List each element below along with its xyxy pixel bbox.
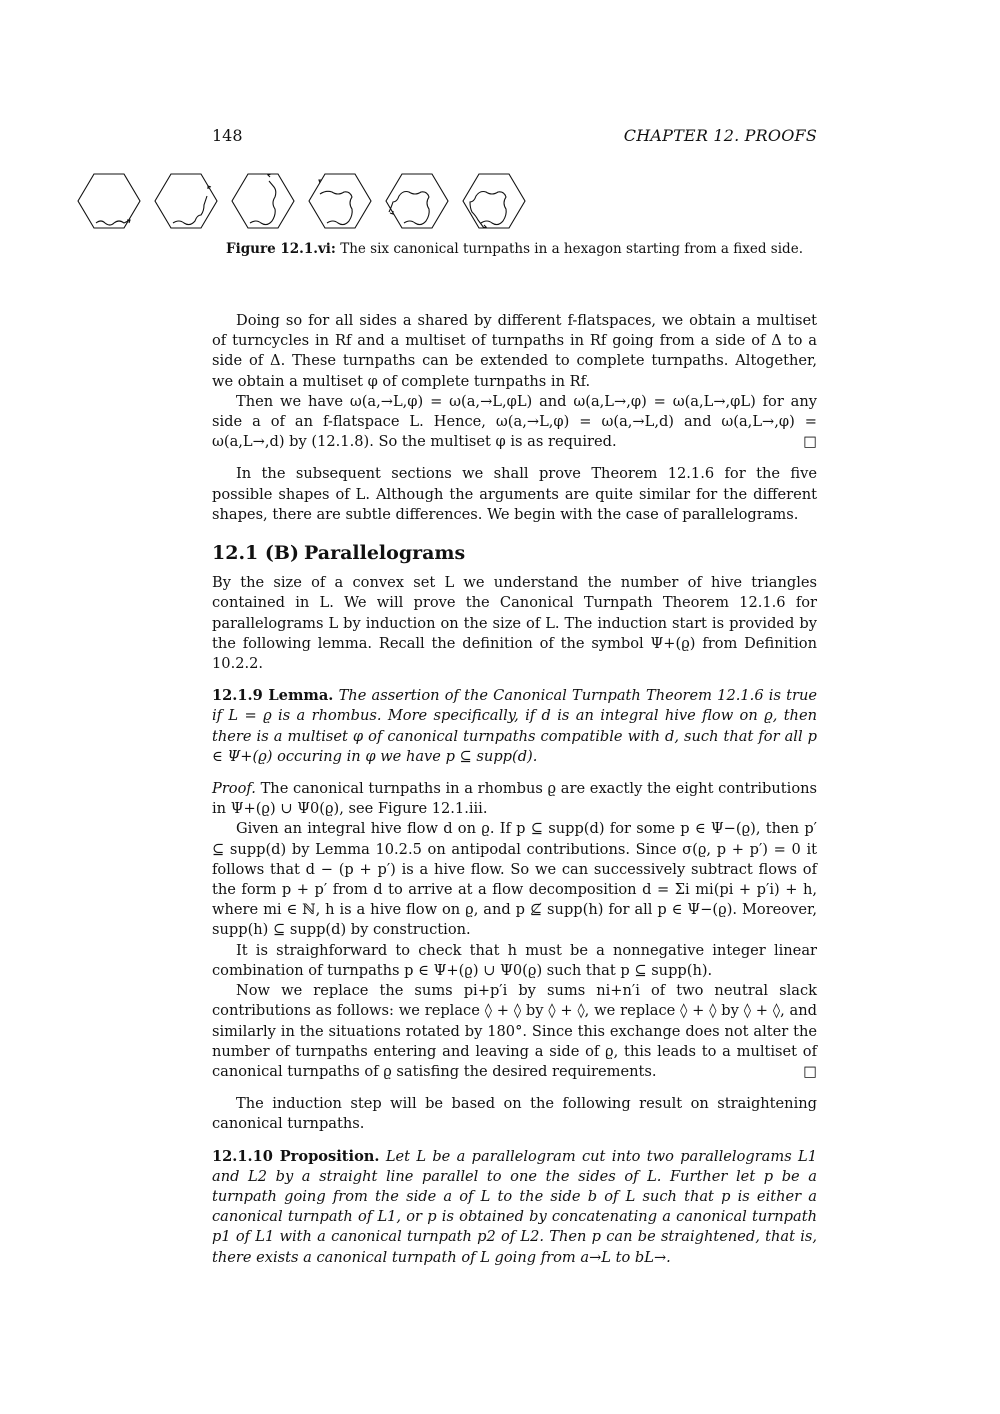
paragraph: By the size of a convex set L we understand the number of hive triangles contained in L. We will prove the Canonical Turnpath Theorem 12.1.6 for parallelograms L by induction on the size of L. The induction start is provided by the following lemma. Recall the definition of the symbol Ψ+(ϱ) from Definition 10.2.2. — [212, 574, 817, 673]
lemma-label: 12.1.9 Lemma. — [212, 687, 334, 705]
figure-label: Figure 12.1.vi: — [226, 241, 336, 257]
paragraph-text: Now we replace the sums pi+p′i by sums ni+n′i of two neutral slack contributions as follows: we replace ◊ + ◊ by ◊ + ◊, we replace ◊ + ◊ by ◊ + ◊, and similarly in the situations rotated by 180°. Since this exchange does not alter the number of turnpaths entering and leaving a side of ϱ, this leads to a multiset of canonical turnpaths of ϱ satisfing the desired requirements. — [212, 982, 817, 1080]
hexagon-1 — [78, 174, 140, 228]
paragraph: Doing so for all sides a shared by different f-flatspaces, we obtain a multiset of turncycles in Rf and a multiset of turnpaths in Rf going from a side of Δ to a side of Δ. These turnpaths can be extended to complete turnpaths. Altogether, we obtain a multiset φ of complete turnpaths in Rf. — [212, 312, 817, 390]
lemma-text: The assertion of the Canonical Turnpath Theorem 12.1.6 is true if L = ϱ is a rhombus. More specifically, if d is an integral hive flow on ϱ, then there is a multiset φ of canonical turnpaths compatible with d, such that for all p ∈ Ψ+(ϱ) occuring in φ we have p ⊆ supp(d). — [212, 687, 817, 765]
hexagon-6 — [463, 174, 525, 228]
hexagon-3 — [232, 174, 294, 228]
running-header — [212, 126, 817, 146]
proof-label: Proof. — [212, 780, 256, 798]
lemma — [212, 686, 817, 767]
proposition-label: 12.1.10 Proposition. — [212, 1147, 380, 1165]
section-heading — [212, 543, 817, 563]
paragraph — [212, 392, 817, 453]
body-text — [212, 311, 817, 1268]
qed-symbol: □ — [803, 433, 817, 451]
hexagon-5 — [386, 174, 448, 228]
figure-caption-text: The six canonical turnpaths in a hexagon starting from a fixed side. — [340, 241, 803, 257]
paragraph — [212, 981, 817, 1082]
paragraph: It is straighforward to check that h must be a nonnegative integer linear combination of turnpaths p ∈ Ψ+(ϱ) ∪ Ψ0(ϱ) such that p ⊆ supp(h). — [212, 941, 817, 979]
figure-caption — [212, 241, 817, 257]
hexagon-4 — [309, 174, 371, 228]
paragraph-text: Then we have ω(a,→L,φ) = ω(a,→L,φL) and ω(a,L→,φ) = ω(a,L→,φL) for any side a of an f-flatspace L. Hence, ω(a,→L,φ) = ω(a,→L,d) and ω(a,L→,φ) = ω(a,L→,d) by (12.1.8). So the multiset φ is as required. — [212, 392, 817, 451]
chapter-title: CHAPTER 12. PROOFS — [623, 126, 817, 145]
paragraph: Given an integral hive flow d on ϱ. If p ⊆ supp(d) for some p ∈ Ψ−(ϱ), then p′ ⊆ supp(d) by Lemma 10.2.5 on antipodal contributions. Since σ(ϱ, p + p′) = 0 it follows that d − (p + p′) is a hive flow. So we can successively subtract flows of the form p + p′ from d to arrive at a flow decomposition d = Σi mi(pi + p′i) + h, where mi ∈ ℕ, h is a hive flow on ϱ, and p ⊈ supp(h) for all p ∈ Ψ−(ϱ). Moreover, supp(h) ⊆ supp(d) by construction. — [212, 820, 817, 939]
proposition-text: Let L be a parallelogram cut into two parallelograms L1 and L2 by a straight line parallel to one the sides of L. Further let p be a turnpath going from the side a of L to the side b of L such that p is either a canonical turnpath of L1, or p is obtained by concatenating a canonical turnpath p1 of L1 with a canonical turnpath p2 of L2. Then p can be straightened, that is, there exists a canonical turnpath of L going from a→L to bL→. — [212, 1147, 817, 1266]
qed-symbol: □ — [803, 1062, 817, 1080]
proof-text: The canonical turnpaths in a rhombus ϱ are exactly the eight contributions in Ψ+(ϱ) ∪ Ψ0(ϱ), see Figure 12.1.iii. — [212, 780, 817, 818]
paragraph: In the subsequent sections we shall prove Theorem 12.1.6 for the five possible shapes of L. Although the arguments are quite similar for the different shapes, there are subtle differences. We begin with the case of parallelograms. — [212, 465, 817, 523]
section-number: 12.1 (B) — [212, 542, 299, 565]
proposition — [212, 1147, 817, 1268]
hexagon-turnpaths-figure — [0, 166, 788, 236]
paragraph: The induction step will be based on the following result on straightening canonical turnpaths. — [212, 1095, 817, 1133]
section-title: Parallelograms — [304, 542, 466, 565]
proof — [212, 779, 817, 819]
page-number: 148 — [212, 126, 243, 145]
hexagon-2 — [155, 174, 217, 228]
